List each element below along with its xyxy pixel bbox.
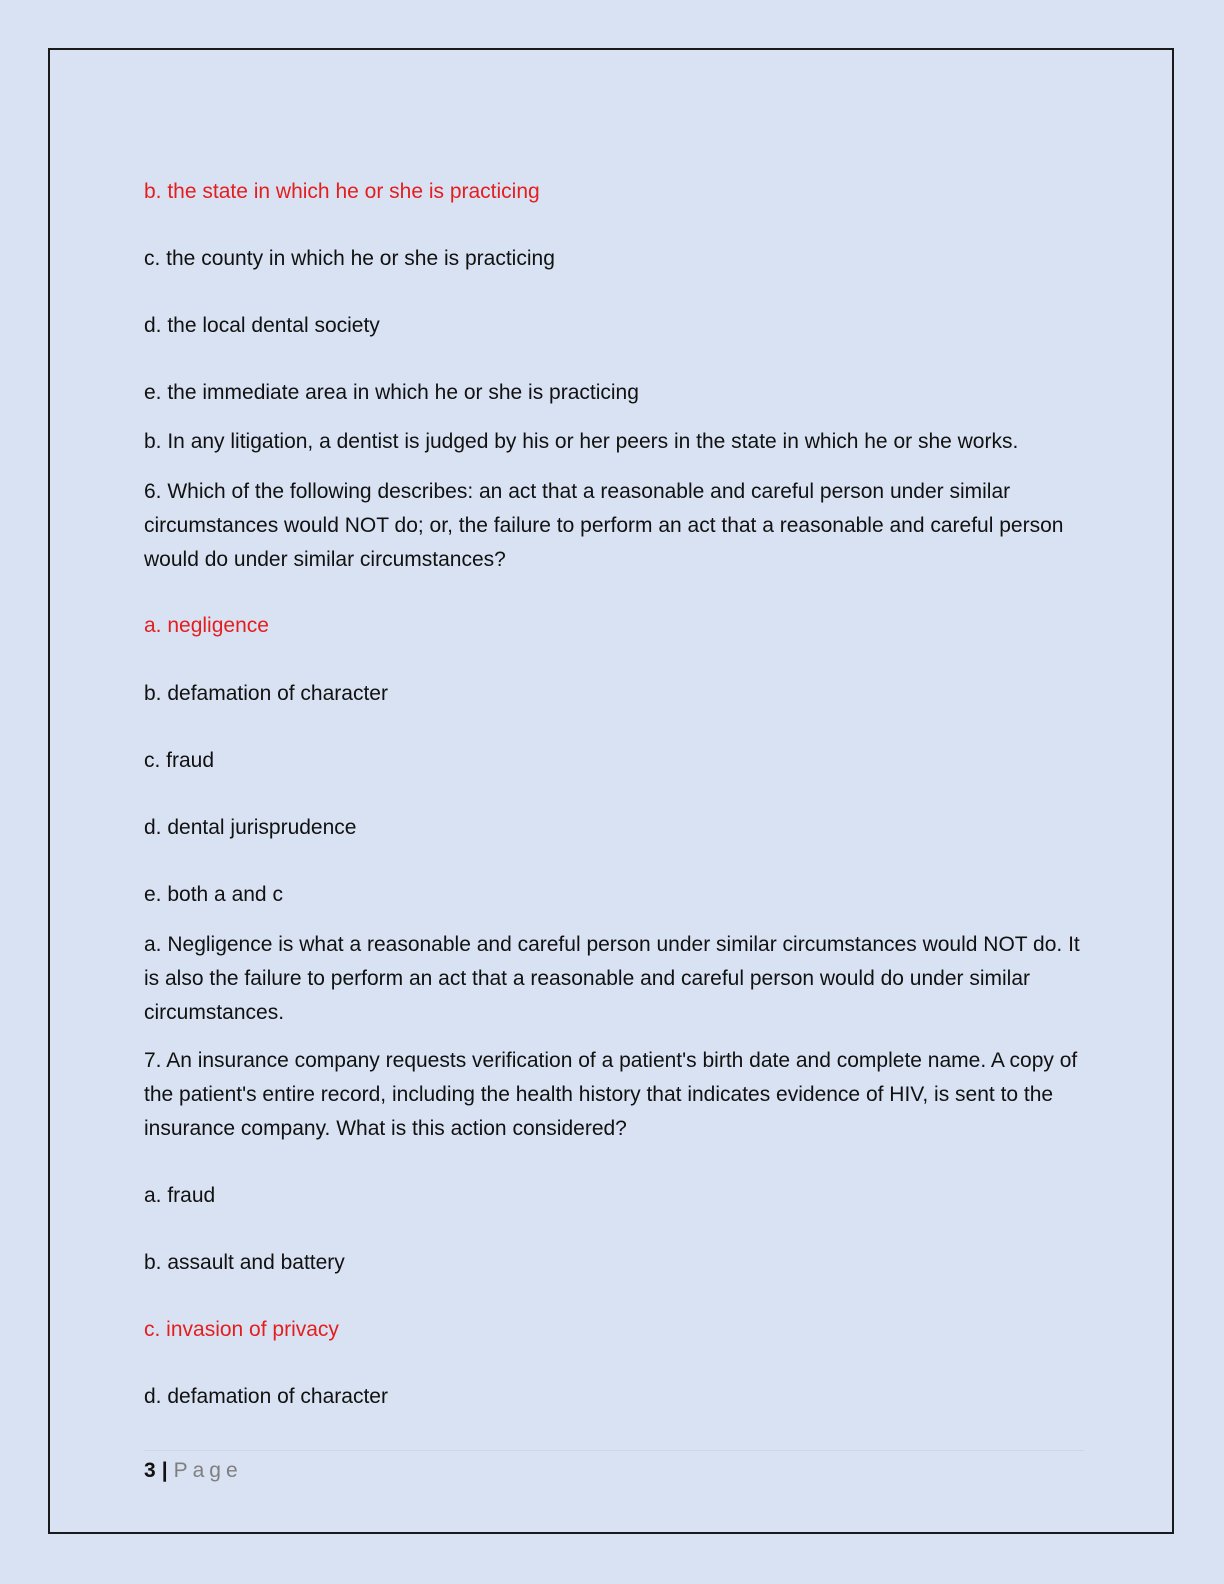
footer-separator: | <box>161 1459 168 1482</box>
question-7-option-a: a. fraud <box>144 1184 216 1207</box>
page-number: 3 <box>144 1459 156 1482</box>
question-6-option-e: e. both a and c <box>144 883 283 906</box>
question-6-option-c: c. fraud <box>144 749 215 772</box>
answer-explanation-6: a. Negligence is what a reasonable and careful person under similar circumstances would NOT do. It is also the failure to perform an act that a reasonable and careful person would do under similar circumstances. <box>144 933 1080 1024</box>
footer-divider <box>144 1450 1084 1451</box>
question-6-option-b: b. defamation of character <box>144 682 388 705</box>
page-footer <box>144 1456 243 1486</box>
question-7: 7. An insurance company requests verification of a patient's birth date and complete name. A copy of the patient's entire record, including the health history that indicates evidence of HIV, is sent to the insurance company. What is this action considered? <box>144 1049 1078 1140</box>
answer-explanation-5: b. In any litigation, a dentist is judged by his or her peers in the state in which he or she works. <box>144 430 1019 453</box>
question-6: 6. Which of the following describes: an act that a reasonable and careful person under similar circumstances would NOT do; or, the failure to perform an act that a reasonable and careful person would do under similar circumstances? <box>144 480 1064 571</box>
question-6-option-a-correct: a. negligence <box>144 614 269 637</box>
option-b-correct: b. the state in which he or she is practicing <box>144 180 540 203</box>
option-d: d. the local dental society <box>144 314 380 337</box>
page-label: Page <box>173 1459 243 1482</box>
question-7-option-c-correct: c. invasion of privacy <box>144 1318 339 1341</box>
option-e: e. the immediate area in which he or she is practicing <box>144 381 639 404</box>
question-7-option-d: d. defamation of character <box>144 1385 388 1408</box>
question-7-option-b: b. assault and battery <box>144 1251 345 1274</box>
question-6-option-d: d. dental jurisprudence <box>144 816 357 839</box>
option-c: c. the county in which he or she is practicing <box>144 247 555 270</box>
